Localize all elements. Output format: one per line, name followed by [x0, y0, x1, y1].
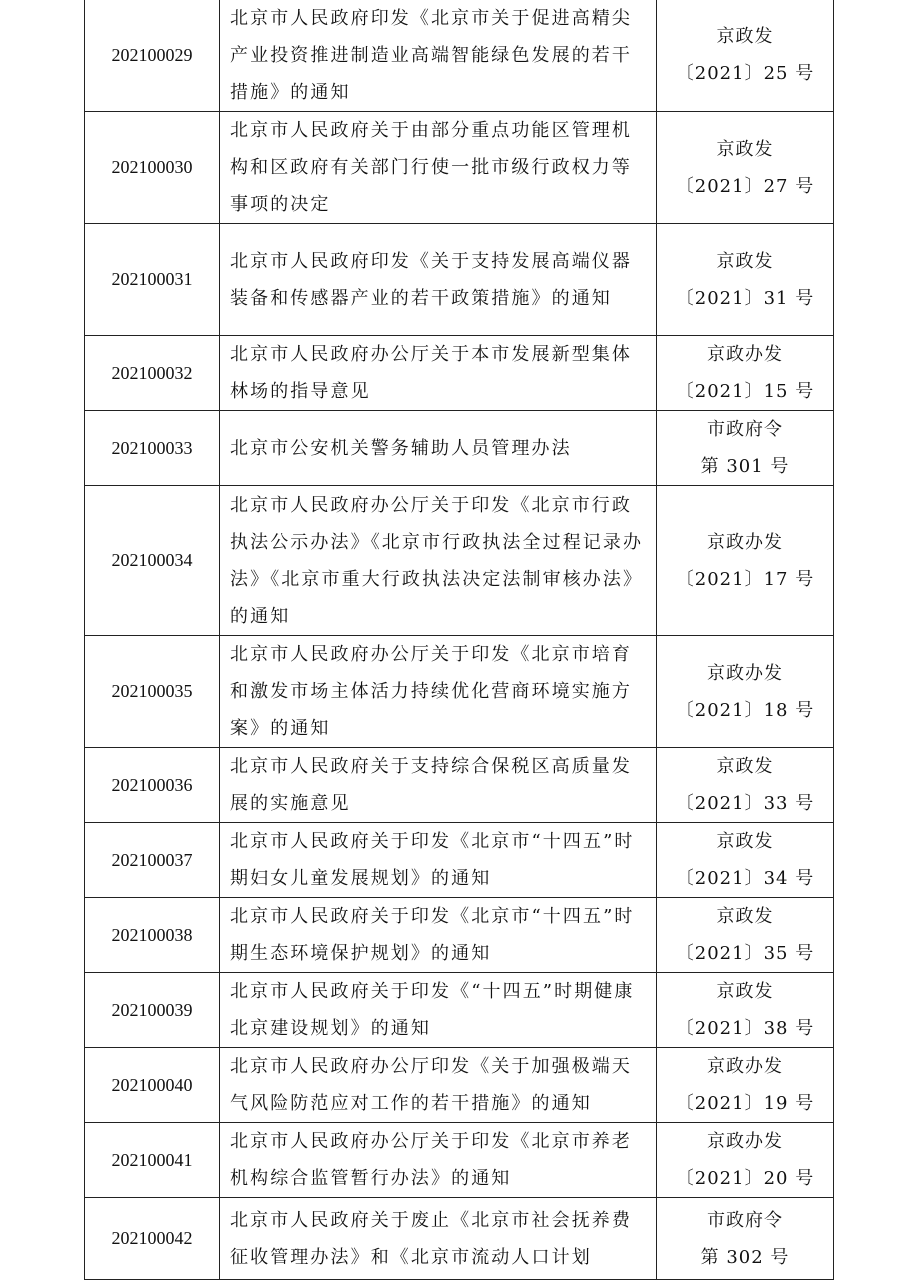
doc-title: 北京市人民政府关于印发《北京市“十四五”时期妇女儿童发展规划》的通知: [220, 823, 657, 898]
doc-number: 202100035: [85, 636, 220, 748]
doc-code-serial: 〔2021〕15 号: [675, 381, 815, 402]
doc-title: 北京市人民政府办公厅关于印发《北京市养老机构综合监管暂行办法》的通知: [220, 1123, 657, 1198]
table-row: [85, 411, 834, 486]
table-row: [85, 486, 834, 636]
doc-code-serial: 第 302 号: [700, 1246, 790, 1268]
table-row: [85, 1198, 834, 1280]
doc-code: [657, 411, 834, 486]
doc-code-issuer: 京政办发: [707, 1056, 783, 1077]
doc-code: [657, 1048, 834, 1123]
doc-code-serial: 〔2021〕34 号: [675, 868, 815, 889]
doc-number: 202100038: [85, 898, 220, 973]
doc-number: 202100041: [85, 1123, 220, 1198]
doc-code-serial: 〔2021〕17 号: [675, 568, 815, 590]
doc-title: 北京市人民政府办公厅关于印发《北京市培育和激发市场主体活力持续优化营商环境实施方案》的通知: [220, 636, 657, 748]
doc-code: [657, 973, 834, 1048]
document-table: [84, 0, 834, 1280]
doc-code: [657, 112, 834, 224]
doc-code-issuer: 京政发: [716, 138, 774, 160]
doc-code-serial: 〔2021〕31 号: [675, 287, 815, 309]
doc-code: [657, 0, 834, 112]
doc-code-issuer: 京政办发: [707, 1131, 783, 1152]
doc-code-serial: 〔2021〕19 号: [675, 1093, 815, 1114]
doc-title: 北京市人民政府关于印发《北京市“十四五”时期生态环境保护规划》的通知: [220, 898, 657, 973]
doc-number: 202100031: [85, 224, 220, 336]
doc-title: 北京市公安机关警务辅助人员管理办法: [220, 411, 657, 486]
doc-code-serial: 〔2021〕27 号: [675, 175, 815, 197]
table-row: [85, 898, 834, 973]
doc-number: 202100040: [85, 1048, 220, 1123]
table-row: [85, 973, 834, 1048]
doc-title: 北京市人民政府办公厅关于本市发展新型集体林场的指导意见: [220, 336, 657, 411]
doc-number: 202100042: [85, 1198, 220, 1280]
doc-title: 北京市人民政府关于印发《“十四五”时期健康北京建设规划》的通知: [220, 973, 657, 1048]
doc-code: [657, 224, 834, 336]
table-row: [85, 224, 834, 336]
doc-code-issuer: 京政发: [716, 981, 774, 1002]
table-row: [85, 336, 834, 411]
doc-number: 202100029: [85, 0, 220, 112]
doc-number: 202100037: [85, 823, 220, 898]
doc-code-serial: 〔2021〕25 号: [675, 63, 815, 84]
doc-code: [657, 898, 834, 973]
doc-code-issuer: 京政发: [716, 831, 774, 852]
doc-code: [657, 336, 834, 411]
doc-number: 202100033: [85, 411, 220, 486]
doc-title: 北京市人民政府办公厅关于印发《北京市行政执法公示办法》《北京市行政执法全过程记录办法》《北京市重大行政执法决定法制审核办法》的通知: [220, 486, 657, 636]
doc-code-serial: 〔2021〕35 号: [675, 943, 815, 964]
doc-code: [657, 1123, 834, 1198]
doc-code-issuer: 京政办发: [707, 344, 783, 365]
table-row: [85, 0, 834, 112]
doc-code-serial: 〔2021〕33 号: [675, 793, 815, 814]
table-row: [85, 748, 834, 823]
doc-code-issuer: 京政办发: [707, 662, 783, 684]
doc-code-issuer: 市政府令: [707, 419, 783, 440]
doc-title: 北京市人民政府关于由部分重点功能区管理机构和区政府有关部门行使一批市级行政权力等事项的决定: [220, 112, 657, 224]
doc-code-serial: 〔2021〕38 号: [675, 1018, 815, 1039]
doc-code-issuer: 京政发: [716, 250, 774, 272]
doc-code: [657, 823, 834, 898]
doc-title: 北京市人民政府印发《北京市关于促进高精尖产业投资推进制造业高端智能绿色发展的若干措施》的通知: [220, 0, 657, 112]
doc-code-issuer: 京政发: [716, 756, 774, 777]
doc-number: 202100030: [85, 112, 220, 224]
doc-code: [657, 636, 834, 748]
doc-title: 北京市人民政府关于支持综合保税区高质量发展的实施意见: [220, 748, 657, 823]
doc-title: 北京市人民政府办公厅印发《关于加强极端天气风险防范应对工作的若干措施》的通知: [220, 1048, 657, 1123]
doc-number: 202100034: [85, 486, 220, 636]
doc-code-serial: 〔2021〕20 号: [675, 1168, 815, 1189]
doc-number: 202100039: [85, 973, 220, 1048]
doc-code-issuer: 京政办发: [707, 531, 783, 553]
table-row: [85, 636, 834, 748]
table-row: [85, 823, 834, 898]
table-row: [85, 1123, 834, 1198]
doc-title: 北京市人民政府关于废止《北京市社会抚养费征收管理办法》和《北京市流动人口计划: [220, 1198, 657, 1280]
doc-code-serial: 第 301 号: [700, 456, 790, 477]
doc-code: [657, 1198, 834, 1280]
doc-code: [657, 486, 834, 636]
doc-code-issuer: 京政发: [716, 26, 774, 47]
table-row: [85, 1048, 834, 1123]
table-row: [85, 112, 834, 224]
doc-code: [657, 748, 834, 823]
doc-code-serial: 〔2021〕18 号: [675, 699, 815, 721]
doc-number: 202100036: [85, 748, 220, 823]
doc-number: 202100032: [85, 336, 220, 411]
doc-code-issuer: 市政府令: [707, 1209, 783, 1231]
doc-title: 北京市人民政府印发《关于支持发展高端仪器装备和传感器产业的若干政策措施》的通知: [220, 224, 657, 336]
doc-code-issuer: 京政发: [716, 906, 774, 927]
